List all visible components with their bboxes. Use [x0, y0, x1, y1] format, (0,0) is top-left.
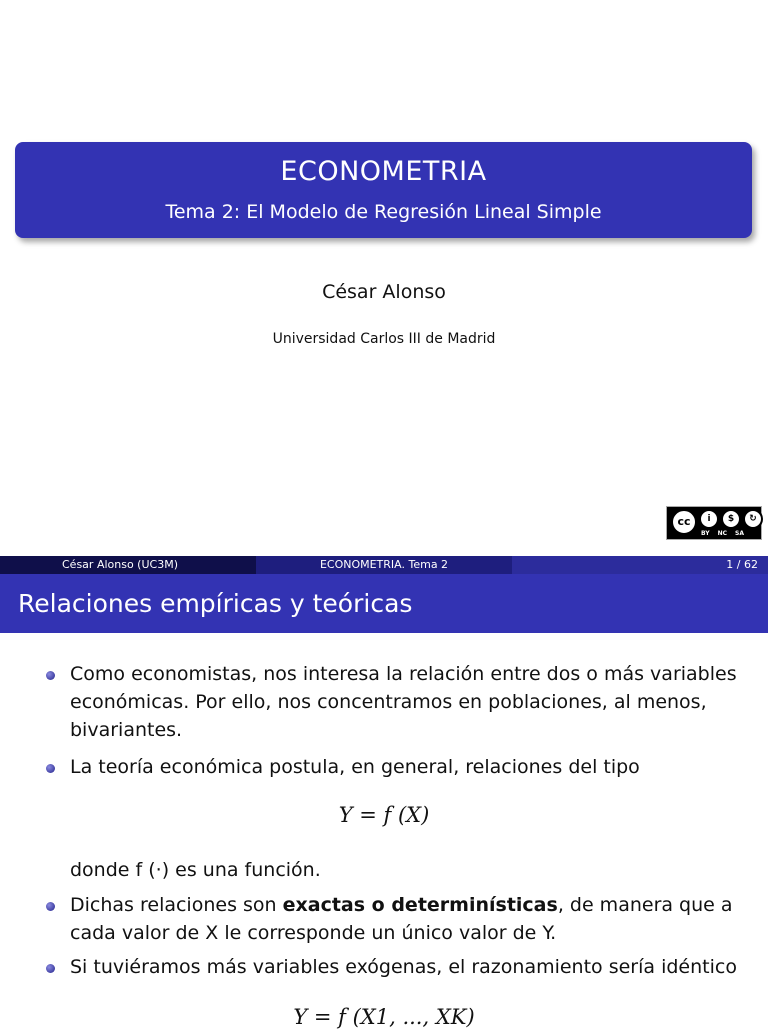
- bullet-icon: [46, 964, 55, 973]
- bullet3-bold: exactas o determinísticas: [282, 894, 558, 916]
- bullet-icon: [46, 671, 55, 680]
- sa-icon: ↻: [743, 509, 763, 529]
- title-box: [15, 142, 752, 238]
- slide-title: ECONOMETRIA: [280, 156, 487, 187]
- equation-1: Y = f (X): [338, 803, 430, 827]
- frame-title: Relaciones empíricas y teóricas: [0, 574, 768, 633]
- where-text: donde f (·) es una función.: [70, 859, 321, 881]
- footer-page-number: 1 / 62: [512, 556, 768, 574]
- bullet-icon: [46, 902, 55, 911]
- slide-subtitle: Tema 2: El Modelo de Regresión Lineal Simple: [165, 201, 602, 223]
- license-label-by: BY: [701, 530, 710, 537]
- author-name: César Alonso: [322, 281, 446, 303]
- footer-author: César Alonso (UC3M): [0, 556, 256, 574]
- nc-icon: $: [721, 509, 741, 529]
- institution: Universidad Carlos III de Madrid: [272, 331, 496, 347]
- cc-icon: cc: [671, 509, 697, 535]
- footer-bar: [0, 556, 768, 574]
- bullet3-post: , de manera que a cada valor de X le corresponde un único valor de Y.: [70, 894, 733, 944]
- license-label-nc: NC: [717, 530, 728, 537]
- bullet-text-3: [70, 891, 740, 947]
- bullet-text-1: Como economistas, nos interesa la relación entre dos o más variables económicas. Por ello, nos concentramos en poblaciones, al menos, bivariantes.: [70, 663, 737, 741]
- slide-content: [0, 633, 768, 1029]
- equation-2: Y = f (X1, ..., XK): [293, 1005, 475, 1029]
- footer-course: ECONOMETRIA. Tema 2: [256, 556, 512, 574]
- bullet-text-4: Si tuviéramos más variables exógenas, el razonamiento sería idéntico: [70, 956, 737, 978]
- bullet-icon: [46, 764, 55, 773]
- license-label-sa: SA: [735, 530, 744, 537]
- bullet-text-2: La teoría económica postula, en general, relaciones del tipo: [70, 756, 640, 778]
- bullet3-pre: Dichas relaciones son: [70, 894, 283, 916]
- creative-commons-license-icon: [666, 506, 762, 540]
- by-icon: i: [699, 509, 719, 529]
